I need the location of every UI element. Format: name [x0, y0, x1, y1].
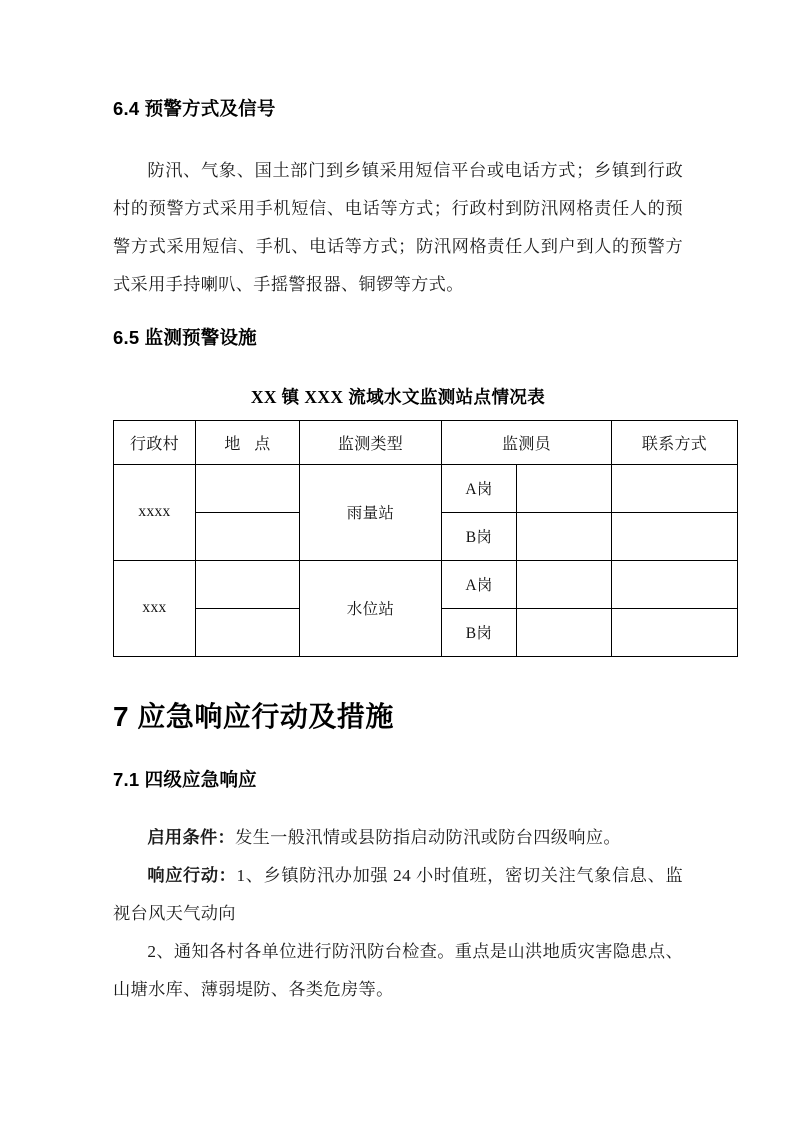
paragraph-condition: [113, 819, 683, 857]
cell-monitor-name: [517, 560, 612, 608]
station-table-caption: XX 镇 XXX 流域水文监测站点情况表: [250, 386, 546, 407]
paragraph-6-4-body: 防汛、气象、国土部门到乡镇采用短信平台或电话方式；乡镇到行政村的预警方式采用手机短信、电话等方式；行政村到防汛网格责任人的预警方式采用短信、手机、电话等方式；防汛网格责任人到户到人的预警方式采用手持喇叭、手摇警报器、铜锣等方式。: [113, 160, 683, 294]
column-header-contact: 联系方式: [612, 420, 738, 464]
cell-monitor-name: [517, 512, 612, 560]
action-label: 响应行动：: [147, 866, 237, 886]
table-row: [114, 560, 738, 608]
cell-post: A岗: [442, 560, 517, 608]
cell-location: [196, 560, 300, 608]
cell-village: xxxx: [114, 464, 196, 560]
cell-contact: [612, 464, 738, 512]
heading-6-5: 6.5 监测预警设施: [113, 326, 257, 348]
cell-location: [196, 512, 300, 560]
cell-location: [196, 608, 300, 656]
cell-post: A岗: [442, 464, 517, 512]
column-header-village: 行政村: [114, 420, 196, 464]
station-table: [113, 420, 738, 657]
cell-monitor-name: [517, 608, 612, 656]
cell-post: B岗: [442, 512, 517, 560]
table-header-row: [114, 420, 738, 464]
cell-contact: [612, 512, 738, 560]
action-text-1: 1、乡镇防汛办加强 24 小时值班，密切关注气象信息、监视台风天气动向: [113, 866, 683, 924]
column-header-location-part-1: 地: [224, 435, 241, 453]
heading-7-1: 7.1 四级应急响应: [113, 769, 257, 791]
cell-contact: [612, 560, 738, 608]
heading-7: 7 应急响应行动及措施: [113, 700, 394, 732]
cell-contact: [612, 608, 738, 656]
heading-6-4: 6.4 预警方式及信号: [113, 98, 276, 119]
paragraph-action-2: 2、通知各村各单位进行防汛防台检查。重点是山洪地质灾害隐患点、山塘水库、薄弱堤防、各类危房等。: [113, 942, 683, 1000]
column-header-location: [196, 420, 300, 464]
cell-post: B岗: [442, 608, 517, 656]
cell-location: [196, 464, 300, 512]
document-content: [113, 0, 708, 1009]
column-header-location-part-2: 点: [254, 435, 271, 453]
column-header-monitor-person: 监测员: [442, 420, 612, 464]
condition-text: 发生一般汛情或县防指启动防汛或防台四级响应。: [235, 828, 621, 848]
cell-monitor-type: 水位站: [300, 560, 442, 656]
cell-monitor-name: [517, 464, 612, 512]
column-header-monitor-type: 监测类型: [300, 420, 442, 464]
table-row: [114, 464, 738, 512]
cell-village: xxx: [114, 560, 196, 656]
cell-monitor-type: 雨量站: [300, 464, 442, 560]
paragraph-action-1: [113, 857, 683, 933]
condition-label: 启用条件：: [147, 828, 236, 848]
